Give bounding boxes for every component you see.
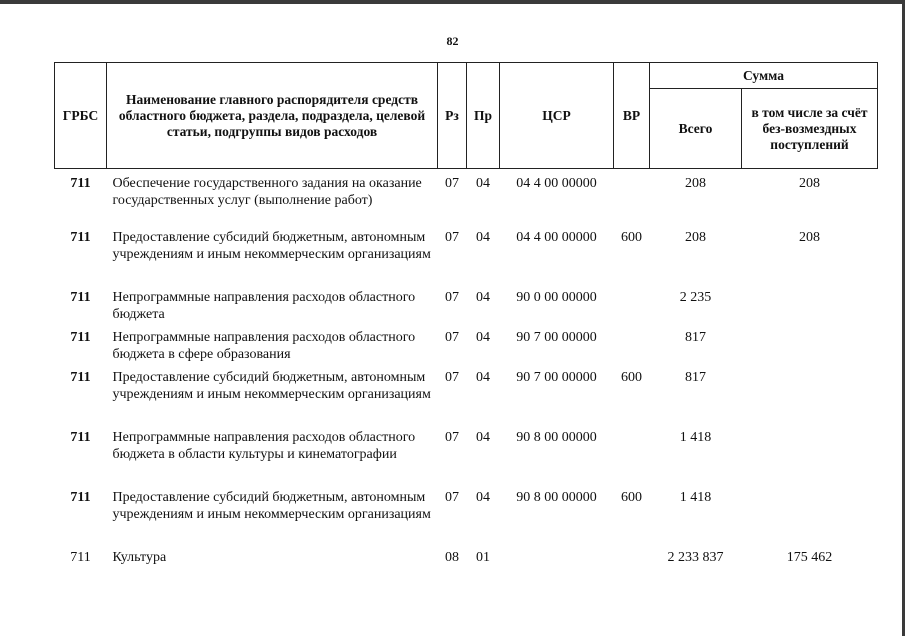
cell-vr (614, 329, 650, 369)
cell-csr: 90 8 00 00000 (516, 429, 597, 445)
table-body (55, 169, 878, 589)
budget-table (54, 62, 878, 589)
cell-rz: 07 (445, 229, 459, 245)
table-row (55, 329, 878, 369)
cell-incl: 208 (799, 229, 820, 245)
header-grbs: ГРБС (55, 63, 107, 169)
cell-name: Обеспечение государственного задания на оказание государственных услуг (выполнение работ) (112, 176, 422, 208)
cell-incl: 208 (799, 176, 820, 191)
cell-total: 2 233 837 (667, 549, 724, 565)
cell-incl (742, 329, 878, 369)
cell-total: 208 (685, 176, 706, 191)
cell-pr: 04 (476, 489, 490, 505)
header-csr: ЦСР (500, 63, 614, 169)
cell-pr: 04 (476, 369, 490, 385)
header-total: Всего (650, 89, 742, 169)
cell-grbs: 711 (70, 176, 91, 191)
header-vr: ВР (614, 63, 650, 169)
table-row (55, 489, 878, 549)
cell-pr: 04 (476, 329, 490, 345)
table-row (55, 289, 878, 329)
cell-grbs: 711 (70, 369, 91, 385)
cell-csr: 90 7 00 00000 (516, 329, 597, 345)
cell-vr (614, 289, 650, 329)
table-row (55, 429, 878, 489)
cell-name: Непрограммные направления расходов областного бюджета (112, 289, 416, 322)
cell-rz: 07 (445, 429, 459, 445)
cell-incl: 175 462 (786, 549, 833, 565)
header-sum: Сумма (650, 63, 878, 89)
cell-pr: 04 (476, 176, 490, 191)
cell-pr: 01 (476, 549, 490, 565)
header-incl: в том числе за счёт без-возмездных поступлений (742, 89, 878, 169)
cell-name: Непрограммные направления расходов областного бюджета в области культуры и кинематографии (112, 429, 416, 462)
cell-csr (500, 549, 614, 589)
cell-rz: 07 (445, 369, 459, 385)
table-row (55, 229, 878, 289)
cell-grbs: 711 (70, 489, 91, 505)
cell-vr: 600 (621, 229, 642, 245)
cell-total: 2 235 (679, 289, 712, 305)
cell-incl (742, 289, 878, 329)
cell-grbs: 711 (70, 229, 91, 245)
cell-incl (742, 429, 878, 489)
cell-rz: 07 (445, 329, 459, 345)
cell-grbs: 711 (70, 549, 91, 565)
cell-name: Предоставление субсидий бюджетным, автономным учреждениям и иным некоммерческим организациям (112, 229, 431, 262)
cell-pr: 04 (476, 289, 490, 305)
cell-pr: 04 (476, 429, 490, 445)
cell-name: Предоставление субсидий бюджетным, автономным учреждениям и иным некоммерческим организациям (112, 489, 431, 522)
cell-incl (742, 489, 878, 549)
cell-rz: 08 (445, 549, 459, 565)
cell-pr: 04 (476, 229, 490, 245)
cell-csr: 90 0 00 00000 (516, 289, 597, 305)
cell-rz: 07 (445, 489, 459, 505)
cell-vr (614, 549, 650, 589)
cell-rz: 07 (445, 176, 459, 191)
table-row (55, 369, 878, 429)
scan-border-top (0, 0, 905, 4)
cell-name: Культура (112, 549, 167, 565)
cell-csr: 04 4 00 00000 (516, 229, 597, 245)
cell-vr: 600 (621, 489, 642, 505)
table-row (55, 169, 878, 229)
cell-vr (614, 169, 650, 229)
cell-csr: 04 4 00 00000 (516, 176, 597, 191)
header-rz: Рз (438, 63, 467, 169)
header-name: Наименование главного распорядителя средств областного бюджета, раздела, подраздела, целевой статьи, подгруппы видов расходов (107, 63, 438, 169)
cell-grbs: 711 (70, 329, 91, 345)
cell-vr (614, 429, 650, 489)
cell-rz: 07 (445, 289, 459, 305)
cell-grbs: 711 (70, 289, 91, 305)
page-number: 82 (446, 34, 459, 48)
cell-vr: 600 (621, 369, 642, 385)
cell-grbs: 711 (70, 429, 91, 445)
table-row (55, 549, 878, 589)
cell-total: 1 418 (679, 489, 712, 505)
cell-total: 817 (685, 369, 706, 385)
cell-name: Непрограммные направления расходов областного бюджета в сфере образования (112, 329, 416, 362)
cell-total: 1 418 (679, 429, 712, 445)
cell-csr: 90 7 00 00000 (516, 369, 597, 385)
cell-incl (742, 369, 878, 429)
cell-name: Предоставление субсидий бюджетным, автономным учреждениям и иным некоммерческим организациям (112, 369, 431, 402)
cell-total: 208 (685, 229, 706, 245)
cell-total: 817 (685, 329, 706, 345)
header-pr: Пр (467, 63, 500, 169)
cell-csr: 90 8 00 00000 (516, 489, 597, 505)
